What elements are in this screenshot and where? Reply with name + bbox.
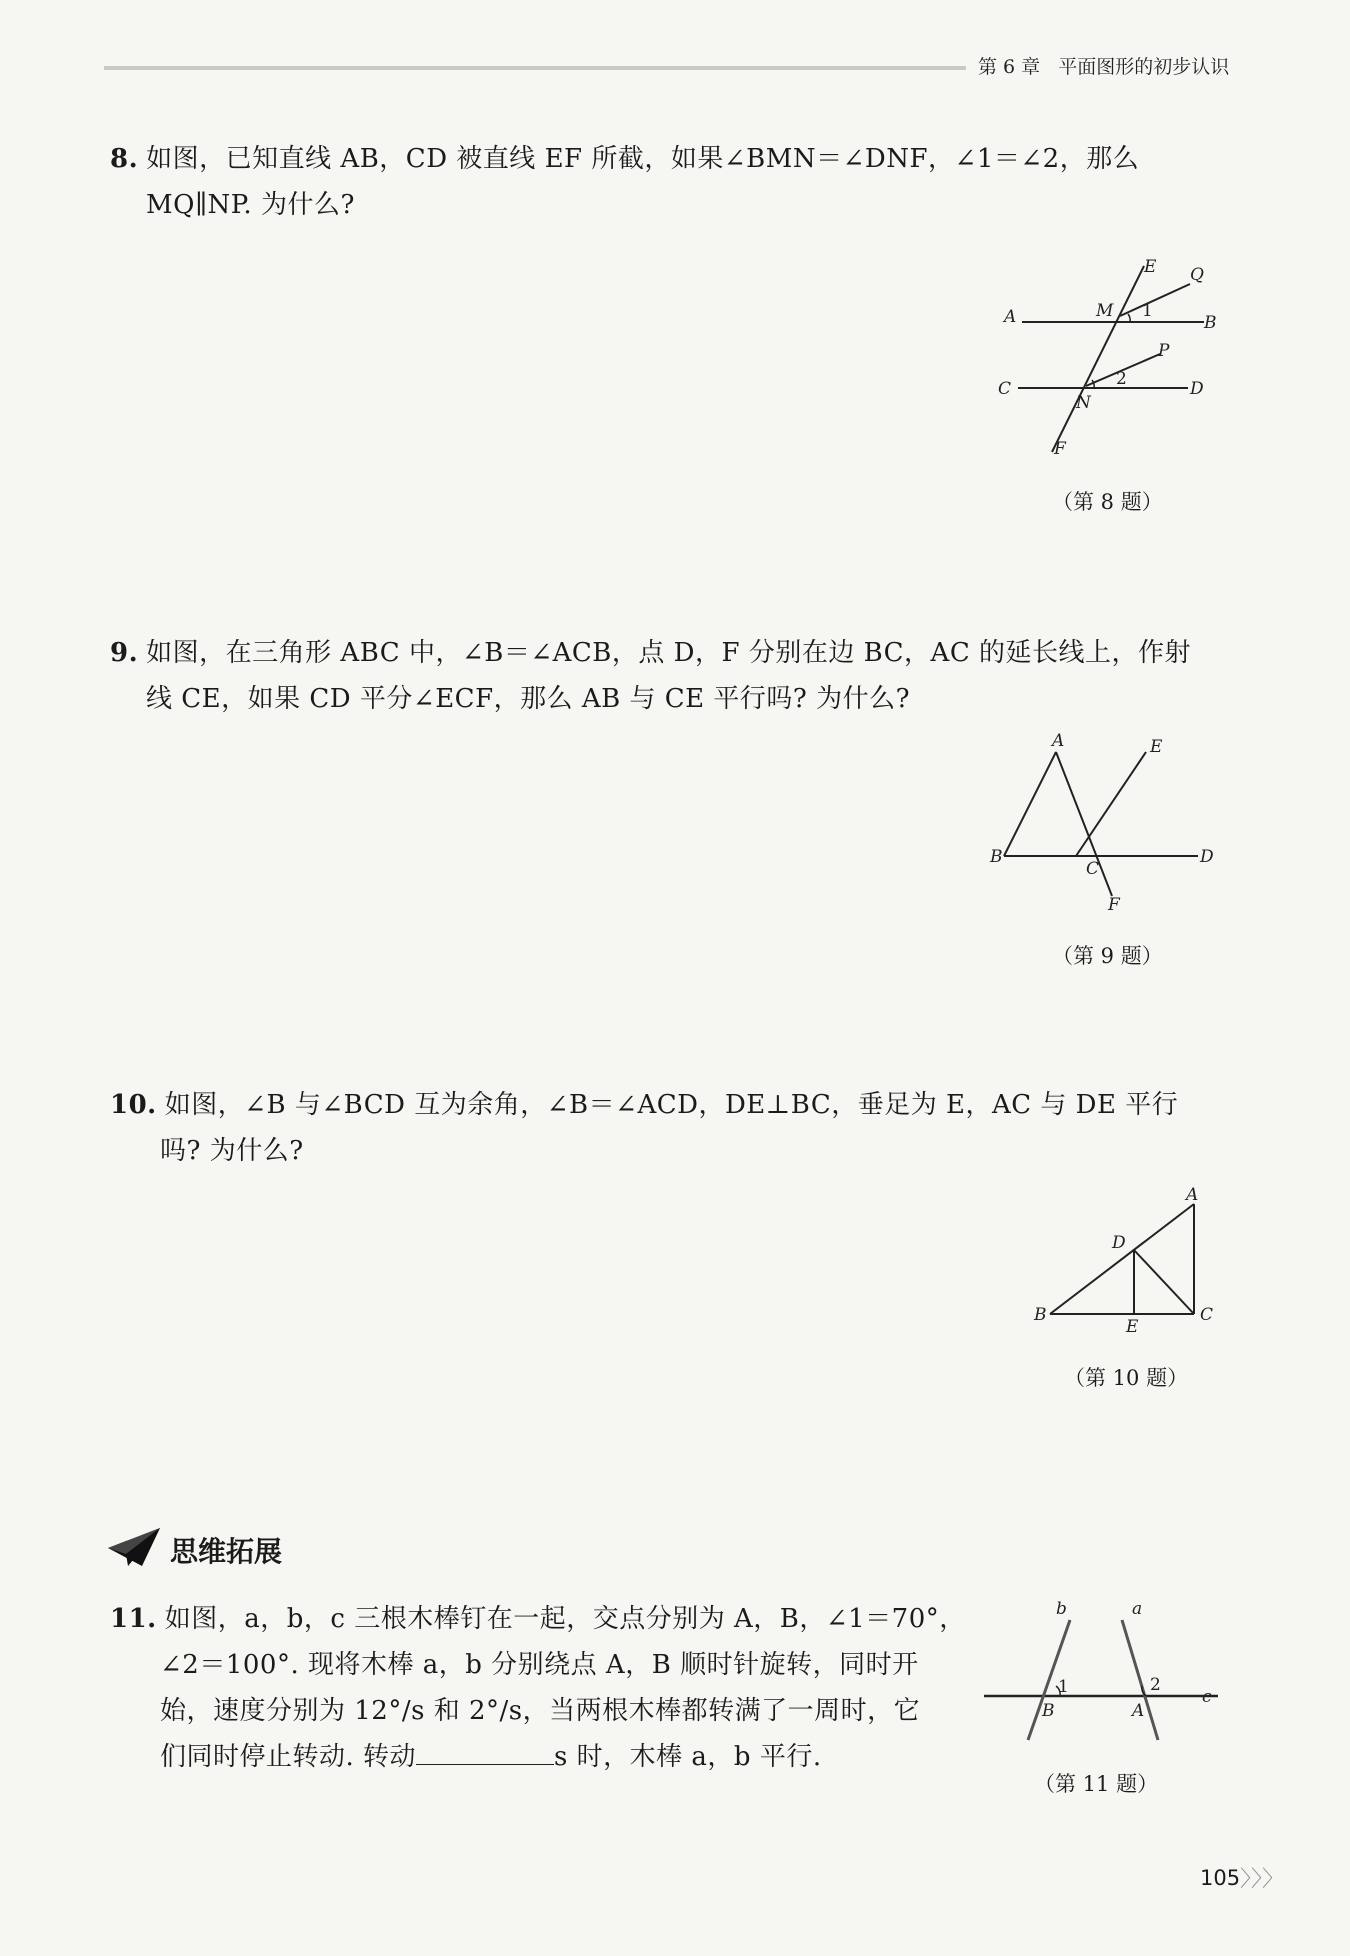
question-text: 如图，在三角形 ABC 中，∠B＝∠ACB，点 D，F 分别在边 BC，AC 的延长线上，作射 <box>146 638 1191 668</box>
question-number: 8. <box>110 144 139 174</box>
label-E: E <box>1126 1317 1139 1337</box>
question-text: ∠2＝100°. 现将木棒 a，b 分别绕点 A，B 顺时针旋转，同时开 <box>160 1650 919 1680</box>
label-B: B <box>1204 313 1217 333</box>
label-B: B <box>1034 1305 1047 1325</box>
label-1: 1 <box>1142 301 1153 321</box>
question-number: 10. <box>110 1090 157 1120</box>
chapter-title: 平面图形的初步认识 <box>1058 56 1230 78</box>
question-text: 线 CE，如果 CD 平分∠ECF，那么 AB 与 CE 平行吗? 为什么? <box>146 684 911 714</box>
chapter-header <box>978 52 1229 79</box>
question-9 <box>110 630 1240 722</box>
label-F: F <box>1054 439 1066 459</box>
figure-8-caption: （第 8 题） <box>1052 490 1163 514</box>
label-Q: Q <box>1190 265 1204 285</box>
label-N: N <box>1076 393 1091 413</box>
label-P: P <box>1158 341 1170 361</box>
label-A: A <box>1004 307 1017 327</box>
label-c: c <box>1202 1687 1212 1707</box>
label-C: C <box>1200 1305 1214 1325</box>
question-text: 如图，∠B 与∠BCD 互为余角，∠B＝∠ACD，DE⊥BC，垂足为 E，AC 与 DE 平行 <box>164 1090 1179 1120</box>
label-A: A <box>1132 1701 1145 1721</box>
question-text: 们同时停止转动. 转动 <box>160 1742 417 1772</box>
label-D: D <box>1112 1233 1126 1253</box>
label-A: A <box>1052 731 1065 751</box>
figure-9-caption: （第 9 题） <box>1052 944 1163 968</box>
answer-blank[interactable] <box>416 1738 554 1765</box>
chapter-number: 第 6 章 <box>978 56 1041 78</box>
label-2: 2 <box>1116 369 1127 389</box>
question-text: 如图，a，b，c 三根木棒钉在一起，交点分别为 A，B，∠1＝70°， <box>164 1604 966 1634</box>
label-1: 1 <box>1058 1677 1069 1697</box>
figure-8 <box>990 250 1230 470</box>
label-B: B <box>1042 1701 1055 1721</box>
page-arrows-icon: 〉〉〉 <box>1240 1867 1285 1892</box>
label-C: C <box>1086 859 1100 879</box>
question-text: 始，速度分别为 12°/s 和 2°/s，当两根木棒都转满了一周时，它 <box>160 1696 921 1726</box>
label-F: F <box>1108 895 1120 915</box>
figure-10-caption: （第 10 题） <box>1064 1366 1189 1390</box>
label-D: D <box>1190 379 1204 399</box>
figure-10 <box>1020 1180 1240 1340</box>
paper-plane-icon <box>106 1526 162 1570</box>
figure-11 <box>980 1600 1230 1750</box>
label-A: A <box>1186 1185 1199 1205</box>
question-text: s 时，木棒 a，b 平行. <box>554 1742 822 1772</box>
label-E: E <box>1150 737 1163 757</box>
page-number: 105 <box>1200 1866 1241 1890</box>
question-text: 如图，已知直线 AB，CD 被直线 EF 所截，如果∠BMN＝∠DNF，∠1＝∠2，那么 <box>146 144 1140 174</box>
question-text: 吗? 为什么? <box>160 1136 304 1166</box>
label-b: b <box>1056 1600 1067 1619</box>
question-8 <box>110 136 1240 228</box>
section-title: 思维拓展 <box>170 1535 283 1568</box>
question-11 <box>110 1596 990 1780</box>
label-B: B <box>990 847 1003 867</box>
header-rule <box>104 66 966 70</box>
question-text: MQ∥NP. 为什么? <box>146 190 355 220</box>
figure-9 <box>980 728 1230 918</box>
figure-11-caption: （第 11 题） <box>1034 1772 1159 1796</box>
label-E: E <box>1144 257 1157 277</box>
question-number: 11. <box>110 1604 157 1634</box>
question-number: 9. <box>110 638 139 668</box>
label-M: M <box>1096 301 1114 321</box>
label-a: a <box>1132 1600 1143 1619</box>
label-C: C <box>998 379 1012 399</box>
label-2: 2 <box>1150 1675 1161 1695</box>
question-10 <box>110 1082 1240 1174</box>
label-D: D <box>1200 847 1214 867</box>
